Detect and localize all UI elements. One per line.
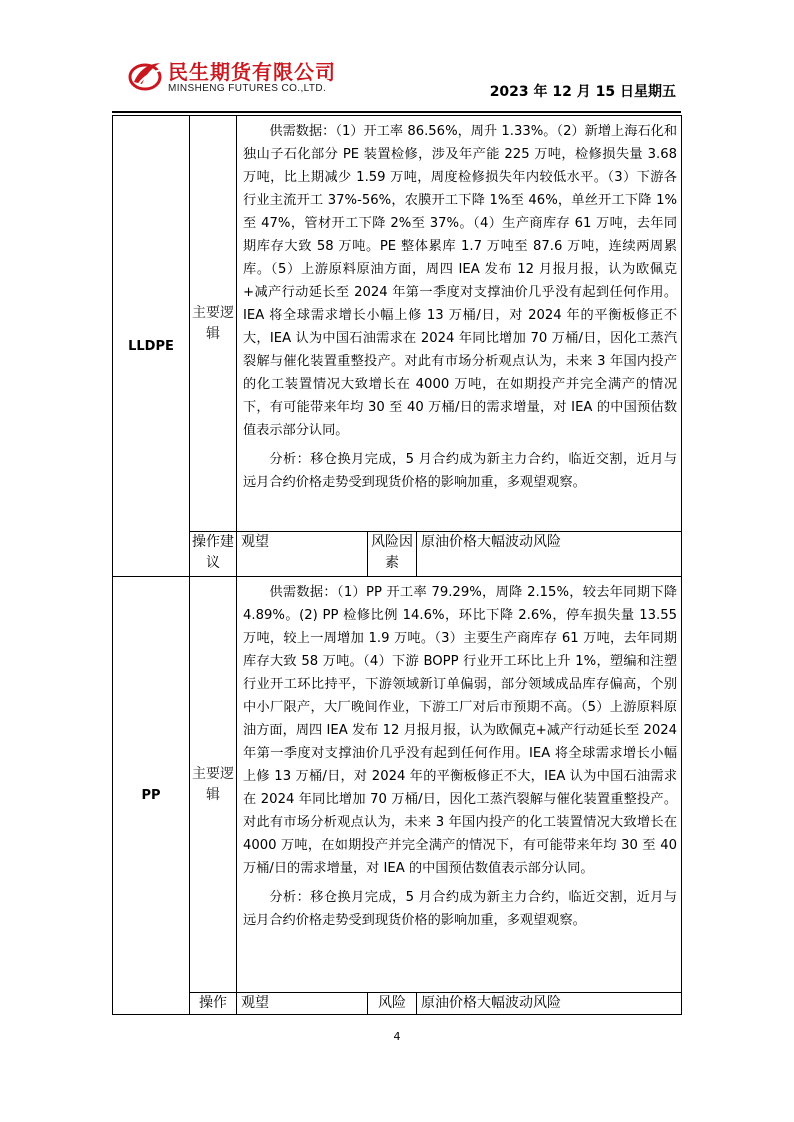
product-name: PP — [113, 577, 190, 1015]
table-row — [113, 993, 682, 1015]
company-name-cn: 民生期货有限公司 — [168, 60, 336, 84]
product-name: LLDPE — [113, 116, 190, 577]
supply-demand-paragraph: 供需数据：（1）开工率 86.56%，周升 1.33%。（2）新增上海石化和独山子石化部分 PE 装置检修，涉及年产能 225 万吨，检修损失量 3.68 万吨，比上期减少 1.59 万吨，周度检修损失年内较低水平。（3）下游各行业主流开工 37%-56%，农膜开工下降 1%至 46%，单丝开工下降 1%至 47%，管材开工下降 2%至 37%。（4）生产商库存 61 万吨，去年同期库存大致 58 万吨。PE 整体累库 1.7 万吨至 87.6 万吨，连续两周累库。（5）上游原料原油方面，周四 IEA 发布 12 月报月报，认为欧佩克+减产行动延长至 2024 年第一季度对支撑油价几乎没有起到任何作用。IEA 将全球需求增长小幅上修 13 万桶/日，对 2024 年的平衡板修正不大，IEA 认为中国石油需求在 2024 年同比增加 70 万桶/日，因化工蒸汽裂解与催化装置重整投产。对此有市场分析观点认为，未来 3 年国内投产的化工装置情况大致增长在 4000 万吨，在如期投产并完全满产的情况下，有可能带来年均 30 至 40 万桶/日的需求增量，对 IEA 的中国预估数值表示部分认同。 — [243, 124, 678, 438]
company-logo — [128, 56, 368, 100]
header-divider — [112, 111, 681, 113]
company-name-en: MINSHENG FUTURES CO.,LTD. — [168, 83, 327, 94]
page-header — [128, 56, 676, 106]
supply-demand-paragraph: 供需数据：（1）PP 开工率 79.29%，周降 2.15%，较去年同期下降 4.89%。(2) PP 检修比例 14.6%，环比下降 2.6%，停车损失量 13.55 万吨，较上一周增加 1.9 万吨。（3）主要生产商库存 61 万吨，去年同期库存大致 58 万吨。（4）下游 BOPP 行业开工环比上升 1%，塑编和注塑行业开工环比持平，下游领域新订单偏弱，部分领域成品库存偏高，个别中小厂限产，大厂晚间作业，下游工厂对后市预期不高。（5）上游原料原油方面，周四 IEA 发布 12 月报月报，认为欧佩克+减产行动延长至 2024 年第一季度对支撑油价几乎没有起到任何作用。IEA 将全球需求增长小幅上修 13 万桶/日，对 2024 年的平衡板修正不大，IEA 认为中国石油需求在 2024 年同比增加 70 万桶/日，因化工蒸汽裂解与催化装置重整投产。对此有市场分析观点认为，未来 3 年国内投产的化工装置情况大致增长在 4000 万吨，在如期投产并完全满产的情况下，有可能带来年均 30 至 40 万桶/日的需求增量，对 IEA 的中国预估数值表示部分认同。 — [243, 585, 678, 876]
minsheng-logo-icon — [128, 58, 162, 92]
risk-label: 风险因素 — [368, 532, 417, 577]
operation-label: 操作 — [190, 993, 237, 1015]
risk-value: 原油价格大幅波动风险 — [417, 532, 682, 577]
report-date: 2023 年 12 月 15 日星期五 — [489, 84, 676, 100]
table-row — [113, 116, 682, 532]
risk-value: 原油价格大幅波动风险 — [417, 993, 682, 1015]
logic-content — [237, 577, 682, 993]
operation-value: 观望 — [237, 532, 368, 577]
table-row — [113, 532, 682, 577]
risk-label: 风险 — [368, 993, 417, 1015]
operation-value: 观望 — [237, 993, 368, 1015]
logic-label: 主要逻辑 — [190, 577, 237, 993]
operation-label: 操作建议 — [190, 532, 237, 577]
analysis-table — [112, 115, 682, 1015]
page-number: 4 — [393, 1030, 401, 1043]
analysis-paragraph: 分析：移仓换月完成，5 月合约成为新主力合约，临近交割，近月与远月合约价格走势受到现货价格的影响加重，多观望观察。 — [243, 890, 678, 928]
logic-label: 主要逻辑 — [190, 116, 237, 532]
table-row — [113, 577, 682, 993]
logic-content — [237, 116, 682, 532]
analysis-paragraph: 分析：移仓换月完成，5 月合约成为新主力合约，临近交割，近月与远月合约价格走势受到现货价格的影响加重，多观望观察。 — [243, 452, 678, 490]
